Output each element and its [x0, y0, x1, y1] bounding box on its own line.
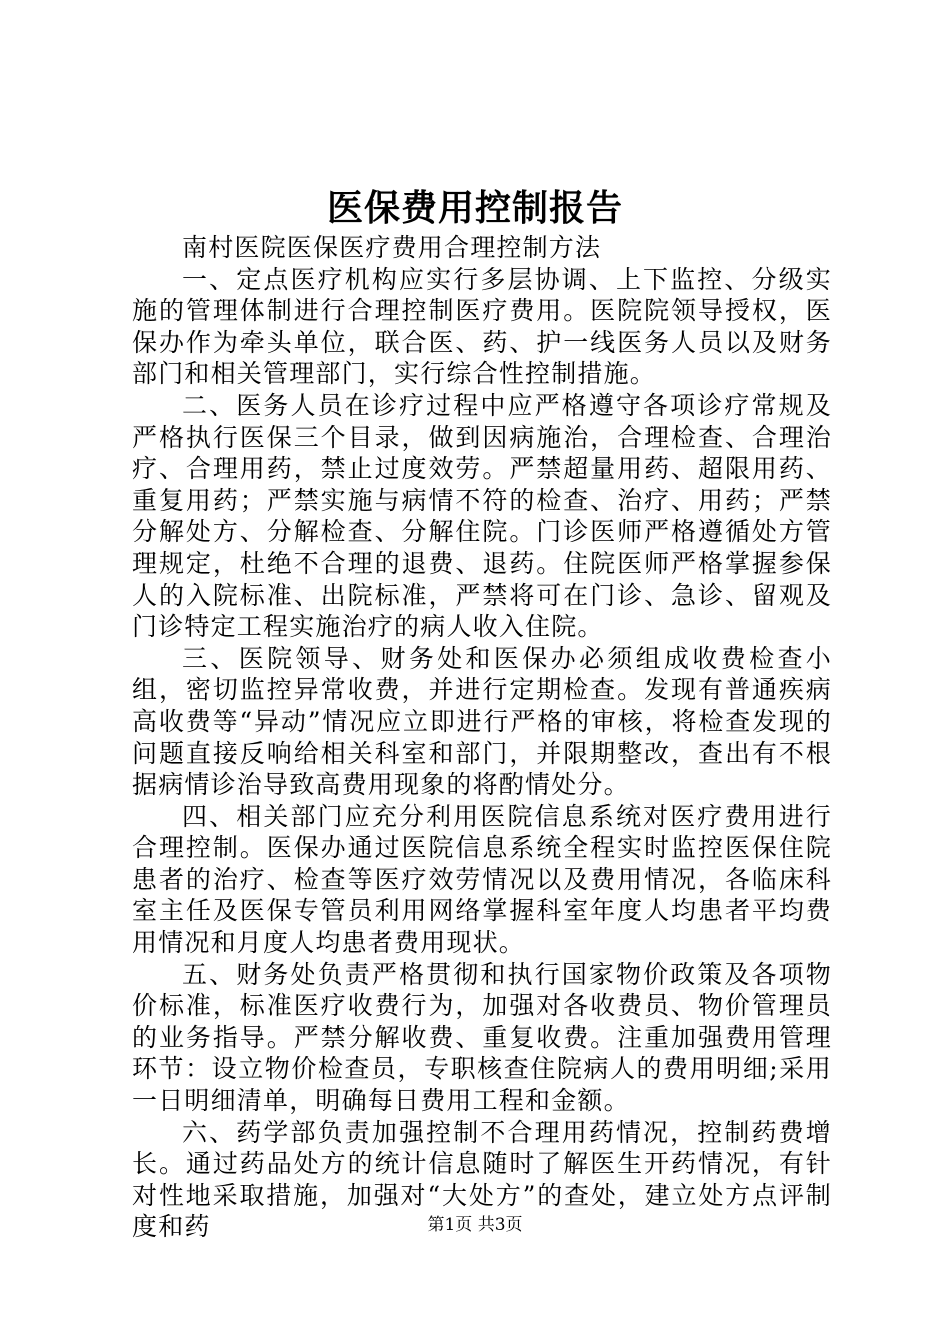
paragraph-4: 四、相关部门应充分利用医院信息系统对医疗费用进行合理控制。医保办通过医院信息系统全程实时监控医保住院患者的治疗、检查等医疗效劳情况以及费用情况，各临床科室主任及医保专管员利用网络掌握科室年度人均患者平均费用情况和月度人均患者费用现状。 — [132, 801, 832, 958]
paragraph-1: 一、定点医疗机构应实行多层协调、上下监控、分级实施的管理体制进行合理控制医疗费用。医院院领导授权，医保办作为牵头单位，联合医、药、护一线医务人员以及财务部门和相关管理部门，实行综合性控制措施。 — [132, 264, 832, 389]
paragraph-3: 三、医院领导、财务处和医保办必须组成收费检查小组，密切监控异常收费，并进行定期检查。发现有普通疾病高收费等“异动”情况应立即进行严格的审核，将检查发现的问题直接反响给相关科室和部门，并限期整改，查出有不根据病情诊治导致高费用现象的将酌情处分。 — [132, 643, 832, 800]
paragraph-2: 二、医务人员在诊疗过程中应严格遵守各项诊疗常规及严格执行医保三个目录，做到因病施治，合理检查、合理治疗、合理用药，禁止过度效劳。严禁超量用药、超限用药、重复用药；严禁实施与病情不符的检查、治疗、用药；严禁分解处方、分解检查、分解住院。门诊医师严格遵循处方管理规定，杜绝不合理的退费、退药。住院医师严格掌握参保人的入院标准、出院标准，严禁将可在门诊、急诊、留观及门诊特定工程实施治疗的病人收入住院。 — [132, 390, 832, 642]
document-title: 医保费用控制报告 — [326, 187, 623, 229]
document-subtitle: 南村医院医保医疗费用合理控制方法 — [182, 233, 602, 262]
paragraph-6: 六、药学部负责加强控制不合理用药情况，控制药费增长。通过药品处方的统计信息随时了解医生开药情况，有针对性地采取措施，加强对“大处方”的查处，建立处方点评制度和药 — [132, 1117, 832, 1242]
page-number-footer: 第1页 共3页 — [427, 1215, 523, 1235]
document-body — [132, 232, 832, 1243]
paragraph-5: 五、财务处负责严格贯彻和执行国家物价政策及各项物价标准，标准医疗收费行为，加强对各收费员、物价管理员的业务指导。严禁分解收费、重复收费。注重加强费用管理环节：设立物价检查员，专职核查住院病人的费用明细;采用一日明细清单，明确每日费用工程和金额。 — [132, 959, 832, 1116]
